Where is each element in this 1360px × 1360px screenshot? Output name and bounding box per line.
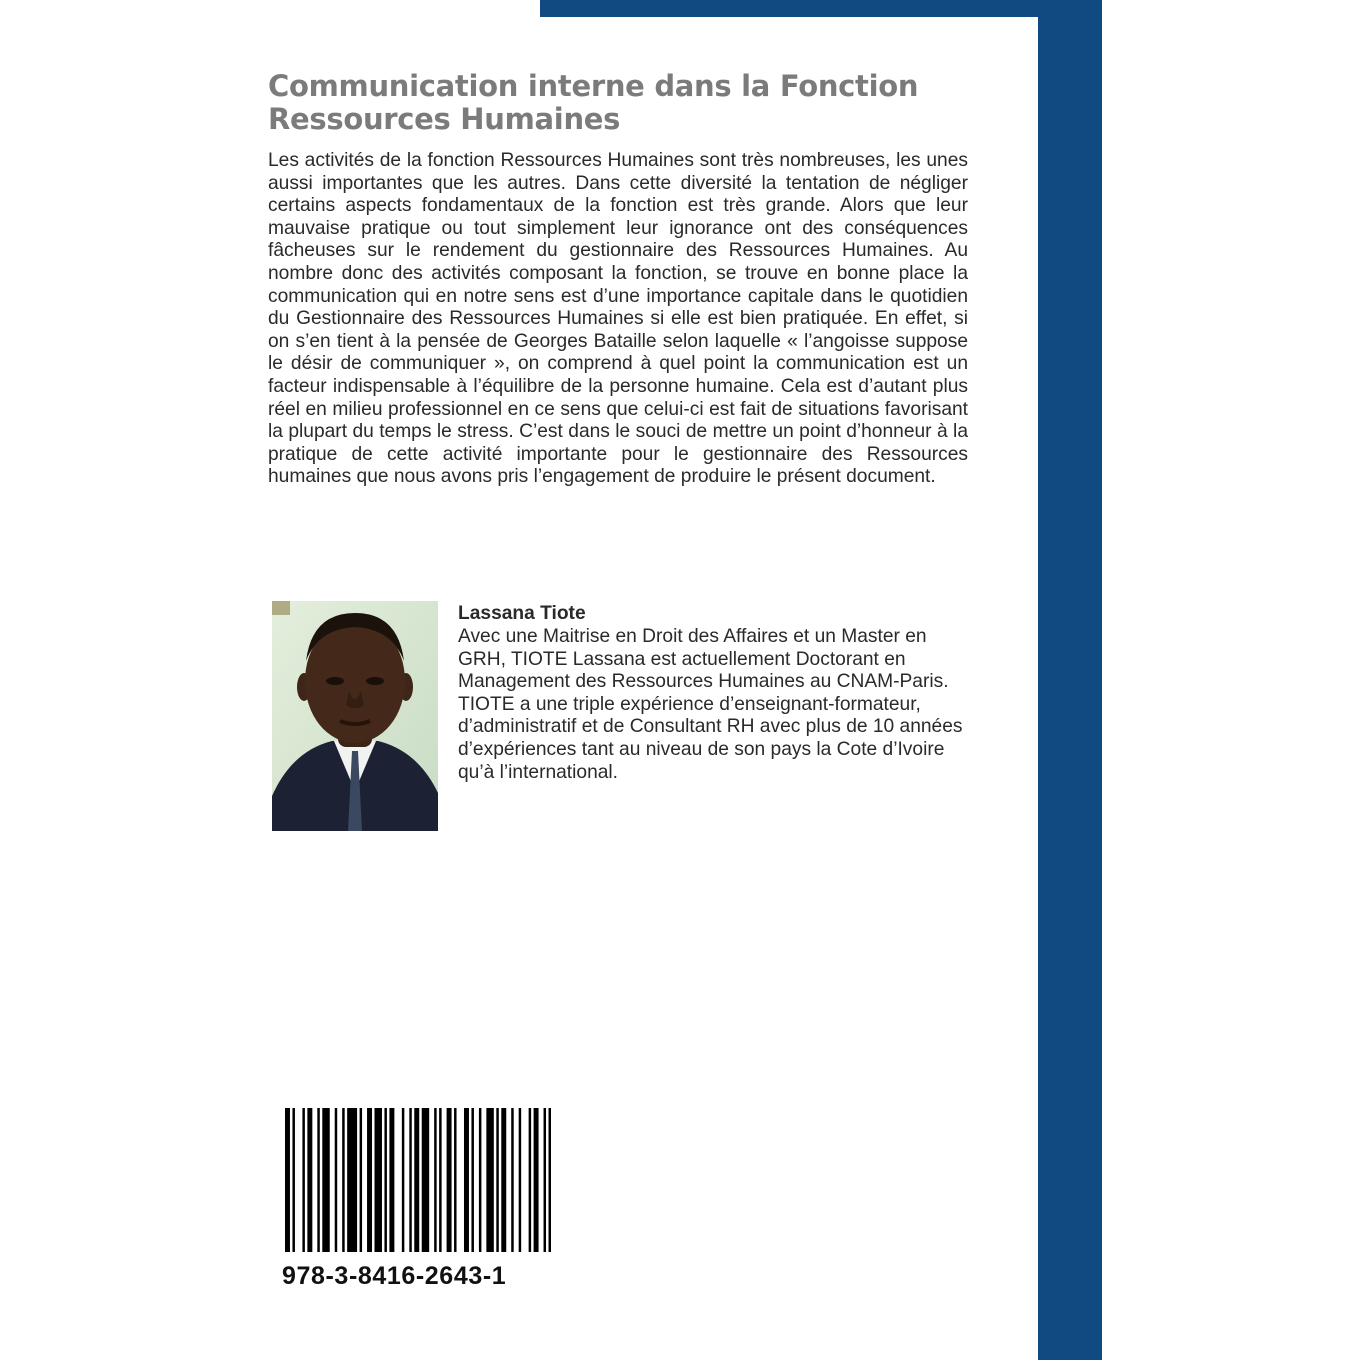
barcode-bar	[471, 1108, 473, 1252]
barcode-bar	[496, 1108, 498, 1252]
author-name: Lassana Tiote	[458, 603, 586, 624]
book-title: Communication interne dans la Fonction Ressources Humaines	[268, 69, 919, 136]
barcode-bar	[409, 1108, 411, 1252]
barcode-bar	[434, 1108, 436, 1252]
barcode-bar	[534, 1108, 539, 1252]
barcode-bar	[375, 1108, 382, 1252]
barcode-bar	[317, 1108, 319, 1252]
barcode-bar	[302, 1108, 304, 1252]
author-biography: Avec une Maitrise en Droit des Affaires et un Master en GRH, TIOTE Lassana est actuellement Doctorant en Management des Ressources Humaines au CNAM-Paris. TIOTE a une triple expérience d’enseignant-formateur, d’administratif et de Consultant RH avec plus de 10 années d’expériences tant au niveau de son pays la Cote d’Ivoire qu’à l’international.	[458, 626, 963, 783]
barcode-bar	[544, 1108, 546, 1252]
barcode-bar	[307, 1108, 312, 1252]
spine-color-band	[1038, 0, 1102, 1360]
barcode-bar	[322, 1108, 329, 1252]
isbn-number: 978-3-8416-2643-1	[282, 1262, 507, 1290]
isbn-barcode	[285, 1108, 551, 1252]
top-color-band	[540, 0, 1102, 17]
barcode-bar	[347, 1108, 357, 1252]
barcode-bar	[439, 1108, 441, 1252]
barcode-bar	[486, 1108, 493, 1252]
barcode-bar	[292, 1108, 294, 1252]
barcode-bar	[285, 1108, 290, 1252]
barcode-bar	[464, 1108, 469, 1252]
barcode-bar	[414, 1108, 419, 1252]
barcode-bar	[511, 1108, 513, 1252]
author-photo	[272, 601, 438, 831]
barcode-bar	[422, 1108, 429, 1252]
barcode-bar	[389, 1108, 394, 1252]
barcode-bar	[342, 1108, 344, 1252]
barcode-bar	[501, 1108, 506, 1252]
barcode-bar	[519, 1108, 521, 1252]
barcode-bar	[360, 1108, 362, 1252]
barcode-bar	[367, 1108, 372, 1252]
barcode-bar	[479, 1108, 481, 1252]
barcode-bar	[549, 1108, 551, 1252]
book-description: Les activités de la fonction Ressources Humaines sont très nombreuses, les unes aussi importantes que les autres. Dans cette diversité la tentation de négliger certains aspects fondamentaux de la fonction est très grande. Alors que leur mauvaise pratique ou tout simplement leur ignorance ont des conséquences fâcheuses sur le rendement du gestionnaire des Ressources Humaines. Au nombre donc des activités composant la fonction, se trouve en bonne place la communication qui en notre sens est d’une importance capitale dans le quotidien du Gestionnaire des Ressources Humaines si elle est bien pratiquée. En effet, si on s’en tient à la pensée de Georges Bataille selon laquelle « l’angoisse suppose le désir de communiquer », on comprend à quel point la communication est un facteur indispensable à l’équilibre de la personne humaine. Cela est d’autant plus réel en milieu professionnel en ce sens que celui-ci est fait de situations favorisant la plupart du temps le stress. C’est dans le souci de mettre un point d’honneur à la pratique de cette activité importante pour le gestionnaire des Ressources humaines que nous avons pris l’engagement de produire le présent document.	[268, 150, 968, 488]
barcode-bar	[447, 1108, 452, 1252]
barcode-bar	[529, 1108, 531, 1252]
barcode-bar	[454, 1108, 456, 1252]
barcode-bar	[402, 1108, 404, 1252]
barcode-bar	[335, 1108, 337, 1252]
barcode-bar	[384, 1108, 386, 1252]
